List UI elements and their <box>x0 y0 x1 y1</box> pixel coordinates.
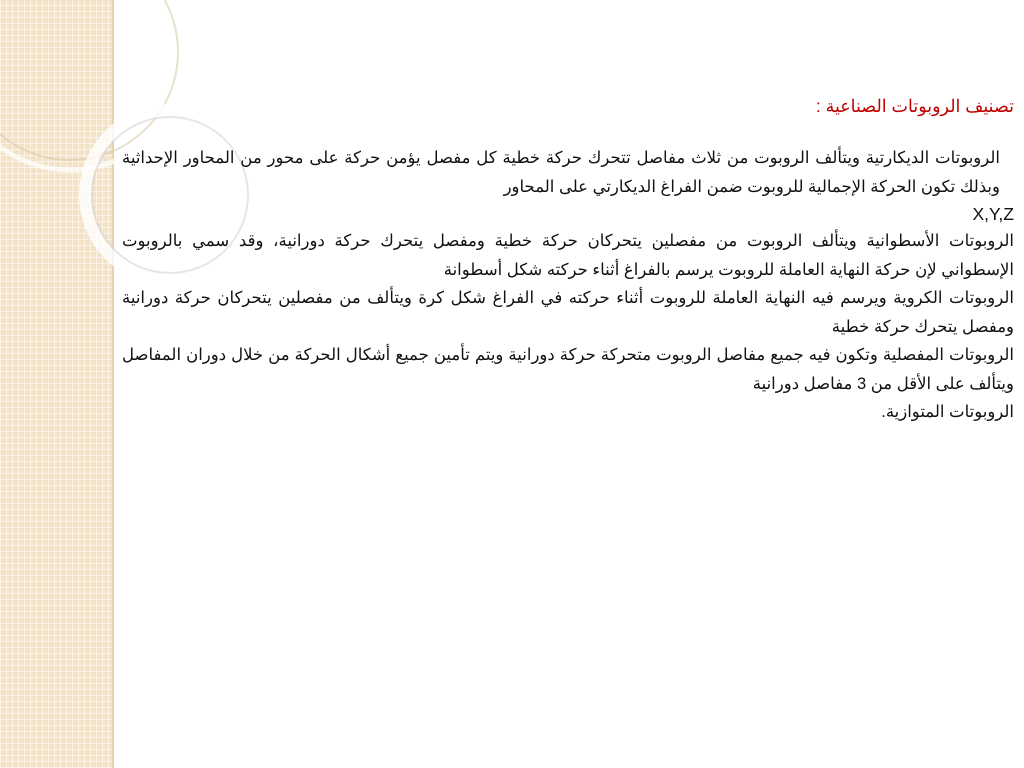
slide-content <box>122 90 1014 427</box>
paragraph-parallel-robots: الروبوتات المتوازية. <box>881 403 1014 421</box>
axes-label: X,Y,Z <box>972 204 1014 224</box>
paragraph-spherical-robots: الروبوتات الكروية ويرسم فيه النهاية العاملة للروبوت أثناء حركته في الفراغ شكل كرة ويتألف من مفصلين يتحركان حركة دورانية ومفصل يتحرك حركة خطية <box>122 289 1014 336</box>
paragraph-articulated-robots: الروبوتات المفصلية وتكون فيه جميع مفاصل الروبوت متحركة حركة دورانية ويتم تأمين جميع أشكال الحركة من خلال دوران المفاصل ويتألف على الأقل من 3 مفاصل دورانية <box>122 346 1014 393</box>
slide-title: تصنيف الروبوتات الصناعية : <box>815 96 1014 116</box>
paragraph-cartesian-robots: الروبوتات الديكارتية ويتألف الروبوت من ثلاث مفاصل تتحرك حركة خطية كل مفصل يؤمن حركة على محور من المحاور الإحداثية وبذلك تكون الحركة الإجمالية للروبوت ضمن الفراغ الديكارتي على المحاور <box>122 149 1000 196</box>
paragraph-cylindrical-robots: الروبوتات الأسطوانية ويتألف الروبوت من مفصلين يتحركان حركة خطية ومفصل يتحرك حركة دورانية، وقد سمي بالروبوت الإسطواني لإن حركة النهاية العاملة للروبوت يرسم بالفراغ أثناء حركته شكل أسطوانة <box>122 232 1014 279</box>
